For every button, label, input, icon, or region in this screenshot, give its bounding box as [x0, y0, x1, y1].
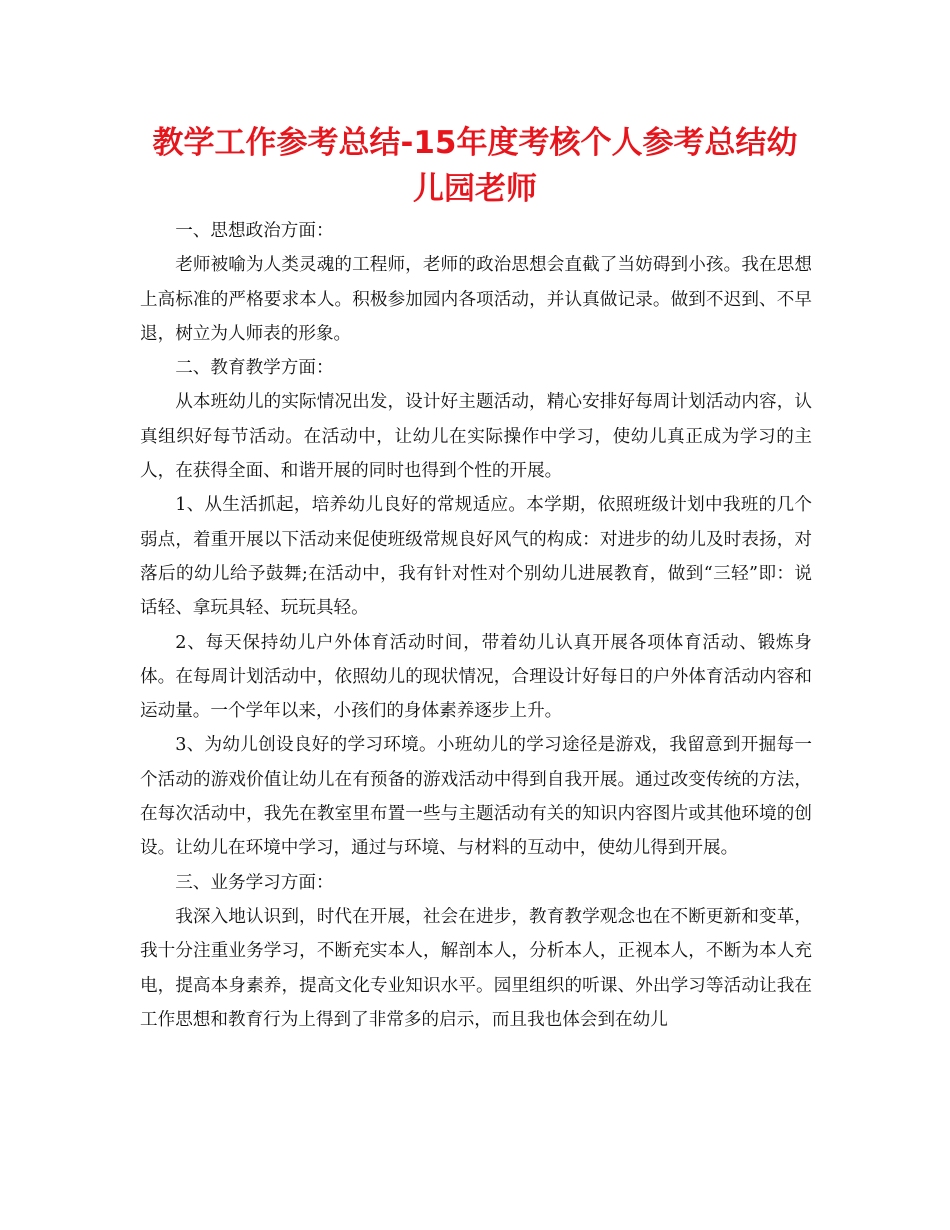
document-title: 教学工作参考总结-15年度考核个人参考总结幼儿园老师	[152, 125, 798, 207]
paragraph: 从本班幼儿的实际情况出发，设计好主题活动，精心安排好每周计划活动内容，认真组织好每节活动。在活动中，让幼儿在实际操作中学习，使幼儿真正成为学习的主人，在获得全面、和谐开展的同时也得到个性的开展。	[140, 392, 812, 482]
paragraph: 老师被喻为人类灵魂的工程师，老师的政治思想会直截了当妨碍到小孩。我在思想上高标准的严格要求本人。积极参加园内各项活动，并认真做记录。做到不迟到、不早退，树立为人师表的形象。	[140, 255, 812, 344]
section-heading-study: 三、业务学习方面：	[175, 872, 334, 893]
document-body	[140, 214, 812, 1037]
section-heading-politics: 一、思想政治方面：	[175, 221, 334, 241]
paragraph: 3、为幼儿创设良好的学习环境。小班幼儿的学习途径是游戏，我留意到开掘每一个活动的游戏价值让幼儿在有预备的游戏活动中得到自我开展。通过改变传统的方法，在每次活动中，我先在教室里布置一些与主题活动有关的知识内容图片或其他环境的创设。让幼儿在环境中学习，通过与环境、与材料的互动中，使幼儿得到开展。	[140, 735, 812, 859]
paragraph: 2、每天保持幼儿户外体育活动时间，带着幼儿认真开展各项体育活动、锻炼身体。在每周计划活动中，依照幼儿的现状情况，合理设计好每日的户外体育活动内容和运动量。一个学年以来，小孩们的身体素养逐步上升。	[140, 632, 812, 722]
paragraph: 1、从生活抓起，培养幼儿良好的常规适应。本学期，依照班级计划中我班的几个弱点，着重开展以下活动来促使班级常规良好风气的构成：对进步的幼儿及时表扬，对落后的幼儿给予鼓舞;在活动中，我有针对性对个别幼儿进展教育，做到“三轻”即：说话轻、拿玩具轻、玩玩具轻。	[140, 495, 812, 619]
paragraph: 我深入地认识到，时代在开展，社会在进步，教育教学观念也在不断更新和变革，我十分注重业务学习，不断充实本人，解剖本人，分析本人，正视本人，不断为本人充电，提高本身素养，提高文化专业知识水平。园里组织的听课、外出学习等活动让我在工作思想和教育行为上得到了非常多的启示，而且我也体会到在幼儿	[140, 906, 812, 1030]
section-heading-teaching: 二、教育教学方面：	[175, 358, 334, 379]
